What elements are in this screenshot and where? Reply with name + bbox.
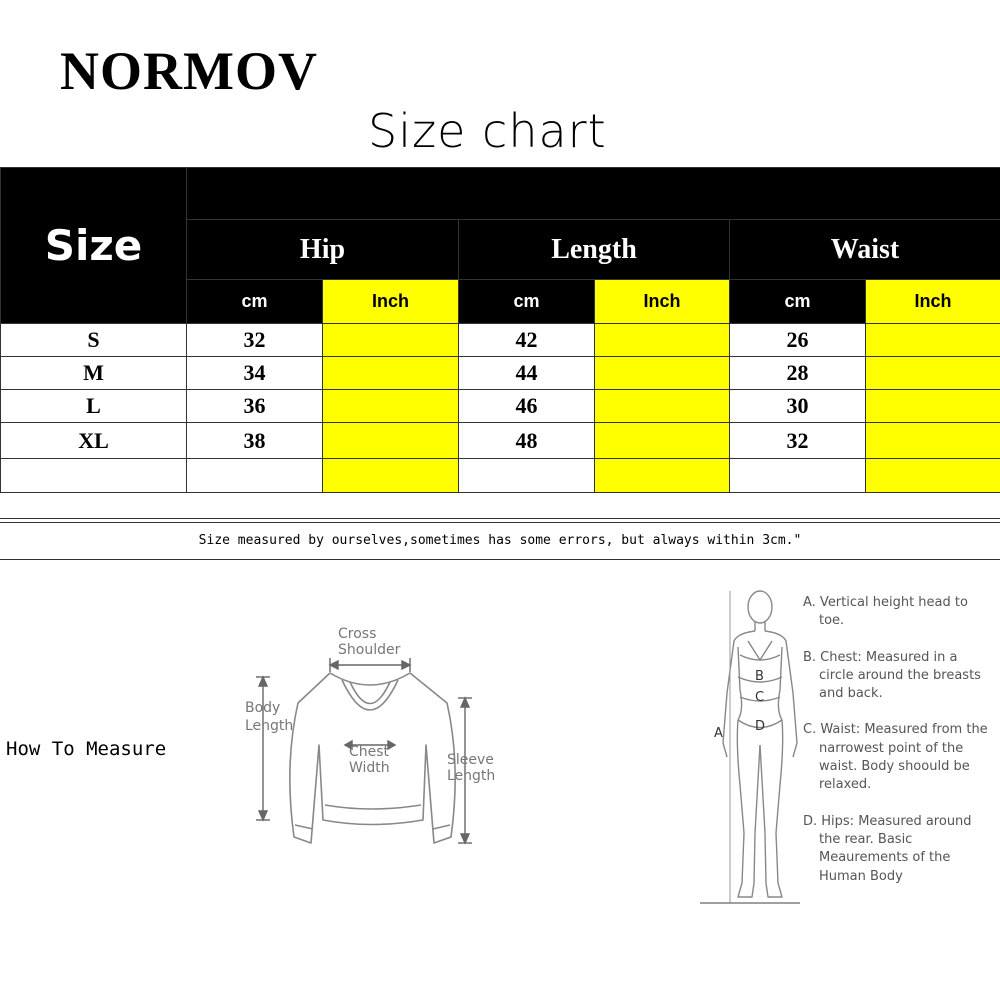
length-inch-header: Inch <box>595 280 730 324</box>
waist-inch-cell <box>866 357 1000 390</box>
body-label-d: D <box>755 719 766 734</box>
sleeve-length-label-1: Sleeve <box>447 752 494 768</box>
length-inch-cell <box>595 357 730 390</box>
waist-cm-cell: 28 <box>730 357 866 390</box>
empty-cell <box>187 459 323 493</box>
table-row <box>1 423 1000 459</box>
legend-item <box>803 813 993 886</box>
how-to-measure-label: How To Measure <box>6 738 167 760</box>
waist-inch-cell <box>866 423 1000 459</box>
length-inch-cell <box>595 390 730 423</box>
legend-item-text: A. Vertical height head to toe. <box>803 595 968 629</box>
length-cm-cell: 42 <box>459 324 595 357</box>
length-cm-header: cm <box>459 280 595 324</box>
hip-cm-cell: 36 <box>187 390 323 423</box>
legend-item <box>803 649 993 704</box>
length-inch-cell <box>595 423 730 459</box>
body-label-a: A <box>714 726 723 741</box>
chest-width-label-1: Chest <box>349 744 390 760</box>
measurement-legend <box>803 594 993 904</box>
size-cell: XL <box>1 423 187 459</box>
garment-diagram <box>235 615 510 855</box>
hip-inch-header: Inch <box>323 280 459 324</box>
length-cm-cell: 48 <box>459 423 595 459</box>
hip-cm-cell: 34 <box>187 357 323 390</box>
table-row-empty <box>1 459 1000 493</box>
size-cell: S <box>1 324 187 357</box>
body-length-label-2: Length <box>245 718 294 734</box>
cross-shoulder-label-1: Cross <box>338 626 377 642</box>
legend-item-text: D. Hips: Measured around the rear. Basic Meaurements of the Human Body <box>803 813 972 884</box>
size-cell: M <box>1 357 187 390</box>
waist-cm-cell: 26 <box>730 324 866 357</box>
legend-item <box>803 594 993 631</box>
body-label-c: C <box>755 690 765 705</box>
empty-cell <box>459 459 595 493</box>
empty-inch-cell <box>323 459 459 493</box>
hip-header: Hip <box>187 220 459 280</box>
size-column-header: Size <box>1 168 187 324</box>
table-spacer <box>0 492 1000 519</box>
waist-inch-header: Inch <box>866 280 1000 324</box>
legend-item-text: B. Chest: Measured in a circle around the breasts and back. <box>803 649 981 702</box>
table-row <box>1 357 1000 390</box>
hip-cm-cell: 38 <box>187 423 323 459</box>
size-table <box>0 167 1000 493</box>
legend-item <box>803 721 993 794</box>
waist-inch-cell <box>866 390 1000 423</box>
table-row <box>1 390 1000 423</box>
brand-logo-text: NORMOV <box>60 41 318 101</box>
table-row <box>1 324 1000 357</box>
legend-item-text: C. Waist: Measured from the narrowest point of the waist. Body shoould be relaxed. <box>803 722 988 793</box>
hip-inch-cell <box>323 357 459 390</box>
measurement-note: Size measured by ourselves,sometimes has some errors, but always within 3cm." <box>0 522 1000 560</box>
empty-inch-cell <box>595 459 730 493</box>
chest-width-label-2: Width <box>349 760 390 776</box>
body-diagram <box>700 585 800 915</box>
empty-inch-cell <box>866 459 1000 493</box>
waist-inch-cell <box>866 324 1000 357</box>
waist-header: Waist <box>730 220 1000 280</box>
body-label-b: B <box>755 669 764 684</box>
hip-inch-cell <box>323 423 459 459</box>
hip-cm-header: cm <box>187 280 323 324</box>
hip-cm-cell: 32 <box>187 324 323 357</box>
waist-cm-cell: 32 <box>730 423 866 459</box>
page-subtitle: Size chart <box>368 104 607 158</box>
waist-cm-cell: 30 <box>730 390 866 423</box>
empty-cell <box>730 459 866 493</box>
length-cm-cell: 46 <box>459 390 595 423</box>
length-cm-cell: 44 <box>459 357 595 390</box>
size-cell: L <box>1 390 187 423</box>
hip-inch-cell <box>323 324 459 357</box>
waist-cm-header: cm <box>730 280 866 324</box>
header-top-band <box>187 168 1000 220</box>
empty-cell <box>1 459 187 493</box>
hip-inch-cell <box>323 390 459 423</box>
length-header: Length <box>459 220 730 280</box>
body-length-label-1: Body <box>245 700 281 716</box>
length-inch-cell <box>595 324 730 357</box>
sleeve-length-label-2: Length <box>447 768 496 784</box>
cross-shoulder-label-2: Shoulder <box>338 642 401 658</box>
